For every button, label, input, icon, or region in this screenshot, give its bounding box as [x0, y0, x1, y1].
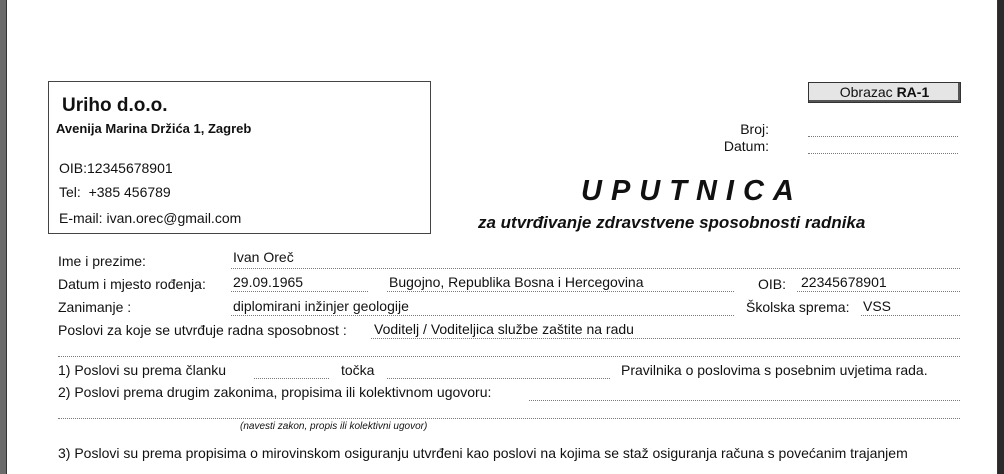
person-oib-line[interactable] — [797, 291, 960, 292]
person-oib-value: 22345678901 — [801, 274, 887, 290]
birth-date-line[interactable] — [231, 291, 368, 292]
company-tel-value: +385 456789 — [88, 184, 171, 200]
company-oib-row — [59, 160, 173, 176]
broj-field[interactable] — [808, 136, 958, 137]
company-email-label: E-mail: — [59, 210, 103, 226]
company-oib-label: OIB: — [59, 160, 88, 176]
company-address: Avenija Marina Držića 1, Zagreb — [56, 121, 252, 136]
section-2-field[interactable] — [529, 400, 960, 401]
birth-place-line[interactable] — [387, 291, 734, 292]
section-2-text: 2) Poslovi prema drugim zakonima, propisima ili kolektivnom ugovoru: — [58, 384, 492, 400]
birth-label: Datum i mjesto rođenja: — [58, 276, 206, 292]
section-2-note: (navesti zakon, propis ili kolektivni ugovor) — [240, 421, 428, 432]
section-1-text-a: 1) Poslovi su prema članku — [58, 362, 227, 378]
jobs-label: Poslovi za koje se utvrđuje radna sposobnost : — [58, 322, 347, 338]
name-label: Ime i prezime: — [58, 253, 146, 269]
section-1-article-field[interactable] — [254, 378, 329, 379]
datum-label: Datum: — [723, 138, 769, 154]
company-email-row — [59, 210, 241, 226]
name-value: Ivan Oreč — [233, 249, 294, 265]
jobs-value: Voditelj / Voditeljica službe zaštite na radu — [374, 321, 634, 337]
window-edge — [998, 0, 1004, 474]
company-tel-label: Tel: — [59, 184, 81, 200]
occupation-label: Zanimanje : — [58, 299, 132, 315]
jobs-line-2[interactable] — [58, 356, 960, 357]
form-code-badge — [808, 82, 961, 103]
section-3-text: 3) Poslovi su prema propisima o mirovinskom osiguranju utvrđeni kao poslovi na kojima se staž osiguranja računa s povećanim trajanjem — [58, 445, 908, 461]
birth-place-value: Bugojno, Republika Bosna i Hercegovina — [389, 274, 644, 290]
education-label: Školska sprema: — [746, 299, 850, 315]
company-oib-value: 12345678901 — [87, 160, 173, 176]
occupation-line[interactable] — [231, 315, 734, 316]
education-line[interactable] — [861, 315, 960, 316]
broj-label: Broj: — [740, 121, 769, 137]
section-1-text-c: Pravilnika o poslovima s posebnim uvjetima rada. — [621, 362, 928, 378]
occupation-value: diplomirani inžinjer geologije — [233, 298, 409, 314]
education-value: VSS — [863, 298, 892, 314]
company-name: Uriho d.o.o. — [62, 95, 168, 116]
company-email-value: ivan.orec@gmail.com — [106, 210, 242, 226]
form-code: RA-1 — [896, 84, 930, 100]
employer-info-box — [48, 81, 431, 234]
person-oib-label: OIB: — [758, 276, 787, 292]
document-page — [6, 0, 998, 474]
datum-field[interactable] — [808, 153, 958, 154]
name-field-line[interactable] — [231, 268, 960, 269]
jobs-line[interactable] — [371, 338, 960, 339]
section-1-text-b: točka — [341, 362, 375, 378]
form-code-prefix: Obrazac — [839, 84, 893, 100]
company-tel-row — [59, 184, 171, 200]
document-title: UPUTNICA — [581, 175, 803, 207]
section-1-point-field[interactable] — [387, 378, 610, 379]
birth-date-value: 29.09.1965 — [233, 274, 304, 290]
section-2-field-2[interactable] — [58, 418, 960, 419]
document-subtitle: za utvrđivanje zdravstvene sposobnosti radnika — [478, 213, 866, 232]
